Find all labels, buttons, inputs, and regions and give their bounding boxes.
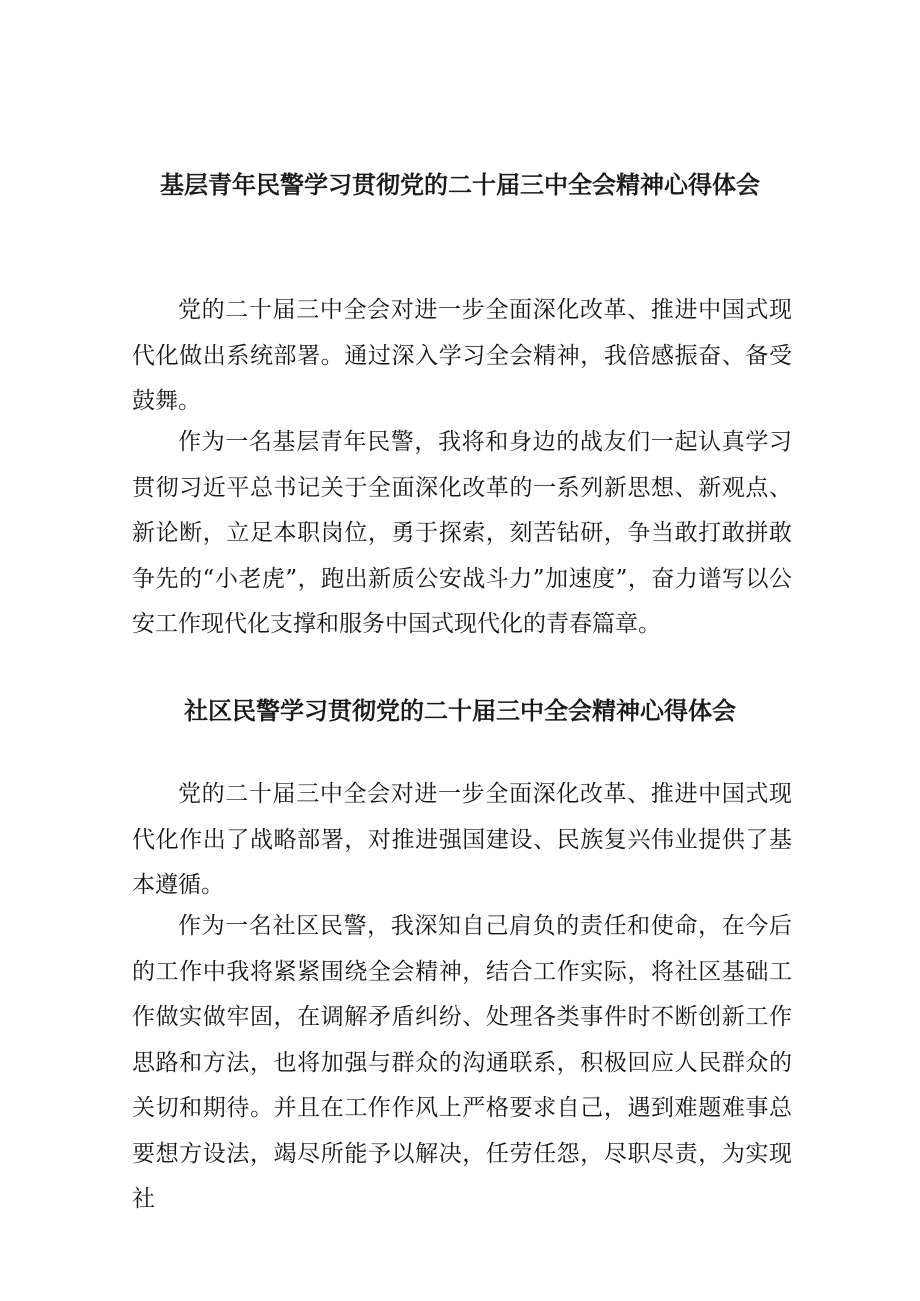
section-2-paragraph-1: 党的二十届三中全会对进一步全面深化改革、推进中国式现代化作出了战略部署，对推进强国建设、民族复兴伟业提供了基本遵循。 xyxy=(132,781,792,898)
section-1-paragraph-1: 党的二十届三中全会对进一步全面深化改革、推进中国式现代化做出系统部署。通过深入学习全会精神，我倍感振奋、备受鼓舞。 xyxy=(132,297,792,414)
section-title-community-police: 社区民警学习贯彻党的二十届三中全会精神心得体会 xyxy=(184,697,736,725)
section-1-paragraph-2: 作为一名基层青年民警，我将和身边的战友们一起认真学习贯彻习近平总书记关于全面深化改革的一系列新思想、新观点、新论断，立足本职岗位，勇于探索，刻苦钻研，争当敢打敢拼敢争先的“小老虎”，跑出新质公安战斗力”加速度”，奋力谱写以公安工作现代化支撑和服务中国式现代化的青春篇章。 xyxy=(132,429,792,637)
section-title-police-youth: 基层青年民警学习贯彻党的二十届三中全会精神心得体会 xyxy=(160,171,760,199)
section-2-paragraph-2: 作为一名社区民警，我深知自己肩负的责任和使命，在今后的工作中我将紧紧围绕全会精神，结合工作实际，将社区基础工作做实做牢固，在调解矛盾纠纷、处理各类事件时不断创新工作思路和方法，也将加强与群众的沟通联系，积极回应人民群众的关切和期待。并且在工作作风上严格要求自己，遇到难题难事总要想方设法，竭尽所能予以解决，任劳任怨，尽职尽责，为实现社 xyxy=(132,913,792,1212)
